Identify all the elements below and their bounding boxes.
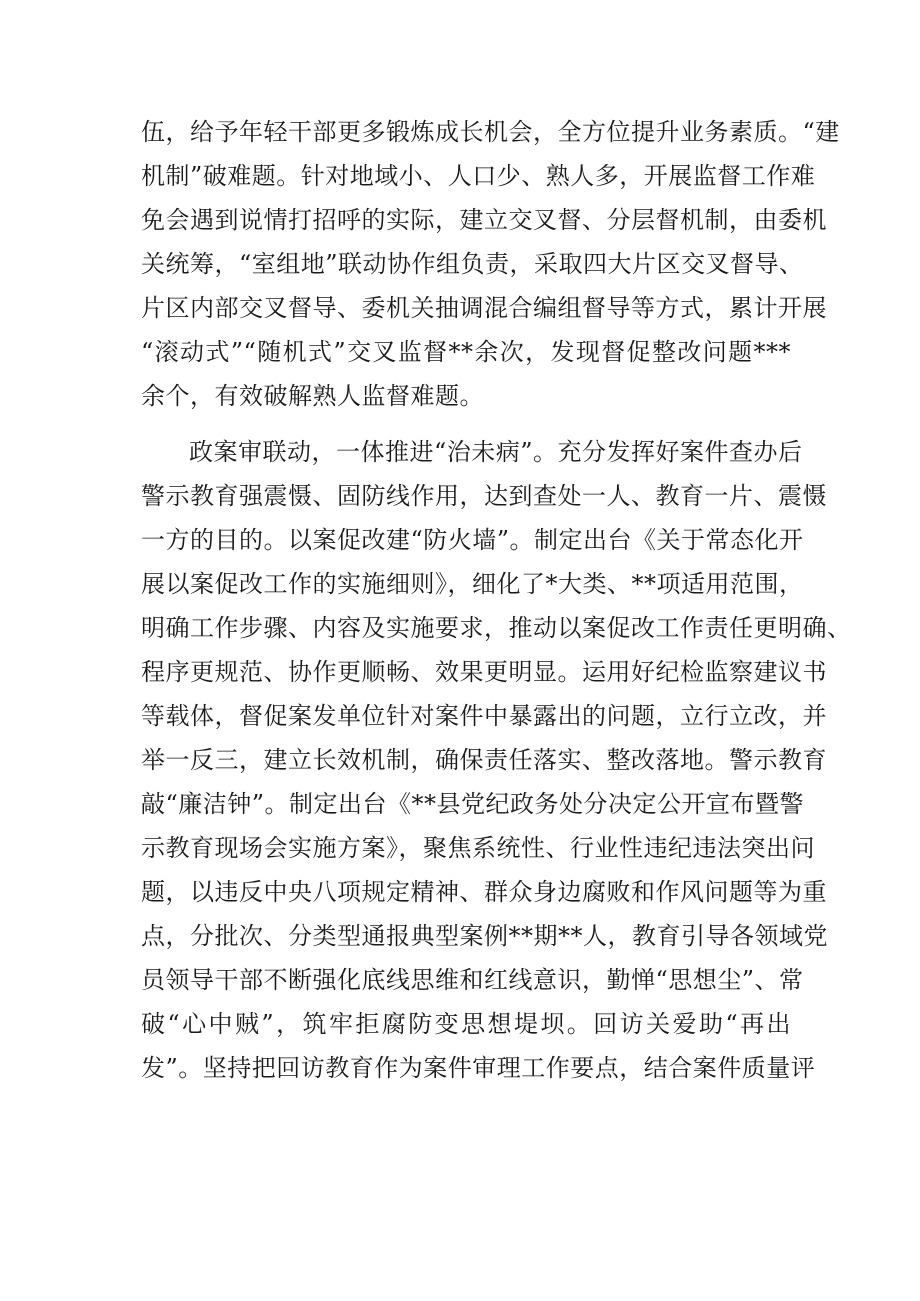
paragraph-line: 题，以违反中央八项规定精神、群众身边腐败和作风问题等为重 — [141, 878, 827, 906]
paragraph-line: 余个，有效破解熟人监督难题。 — [141, 382, 484, 410]
paragraph-line: 关统筹，“室组地”联动协作组负责，采取四大片区交叉督导、 — [141, 250, 804, 278]
paragraph-line: 警示教育强震慑、固防线作用，达到查处一人、教育一片、震慑 — [141, 482, 827, 510]
paragraph-line: 敲“廉洁钟”。制定出台《**县党纪政务处分决定公开宣布暨警 — [141, 790, 805, 818]
paragraph-line: 免会遇到说情打招呼的实际，建立交叉督、分层督机制，由委机 — [141, 206, 827, 234]
paragraph-line — [141, 1090, 791, 1134]
paragraph-line: 员领导干部不断强化底线思维和红线意识，勤惮“思想尘”、常 — [141, 966, 804, 994]
paragraph-line: 片区内部交叉督导、委机关抽调混合编组督导等方式，累计开展 — [141, 294, 827, 322]
paragraph-line: 发”。坚持把回访教育作为案件审理工作要点，结合案件质量评 — [141, 1054, 816, 1082]
paragraph-2 — [141, 430, 852, 1134]
paragraph-line: 一方的目的。以案促改建“防火墙”。制定出台《关于常态化开 — [141, 526, 804, 554]
paragraph-1 — [141, 110, 840, 418]
paragraph-line: 点，分批次、分类型通报典型案例**期**人，教育引导各领域党 — [141, 922, 828, 950]
paragraph-line: 等载体，督促案发单位针对案件中暴露出的问题，立行立改，并 — [141, 702, 827, 730]
paragraph-line: 展以案促改工作的实施细则》，细化了*大类、**项适用范围， — [141, 570, 804, 598]
paragraph-line: 示教育现场会实施方案》，聚焦系统性、行业性违纪违法突出问 — [141, 834, 815, 862]
paragraph-line: 伍，给予年轻干部更多锻炼成长机会，全方位提升业务素质。“建 — [141, 118, 840, 146]
paragraph-line: 政案审联动，一体推进“治未病”。充分发挥好案件查办后 — [189, 438, 803, 466]
paragraph-line: “滚动式”“随机式”交叉监督**余次，发现督促整改问题*** — [141, 338, 791, 366]
paragraph-gap — [141, 418, 791, 430]
paragraph-line: 举一反三，建立长效机制，确保责任落实、整改落地。警示教育 — [141, 746, 827, 774]
paragraph-line: 程序更规范、协作更顺畅、效果更明显。运用好纪检监察建议书 — [141, 658, 827, 686]
document-body — [141, 110, 852, 1134]
paragraph-line: 破“心中贼”，筑牢拒腐防变思想堤坝。回访关爱助“再出 — [141, 1010, 791, 1038]
paragraph-line: 明确工作步骤、内容及实施要求，推动以案促改工作责任更明确、 — [141, 614, 852, 642]
paragraph-line: 机制”破难题。针对地域小、人口少、熟人多，开展监督工作难 — [141, 162, 816, 190]
